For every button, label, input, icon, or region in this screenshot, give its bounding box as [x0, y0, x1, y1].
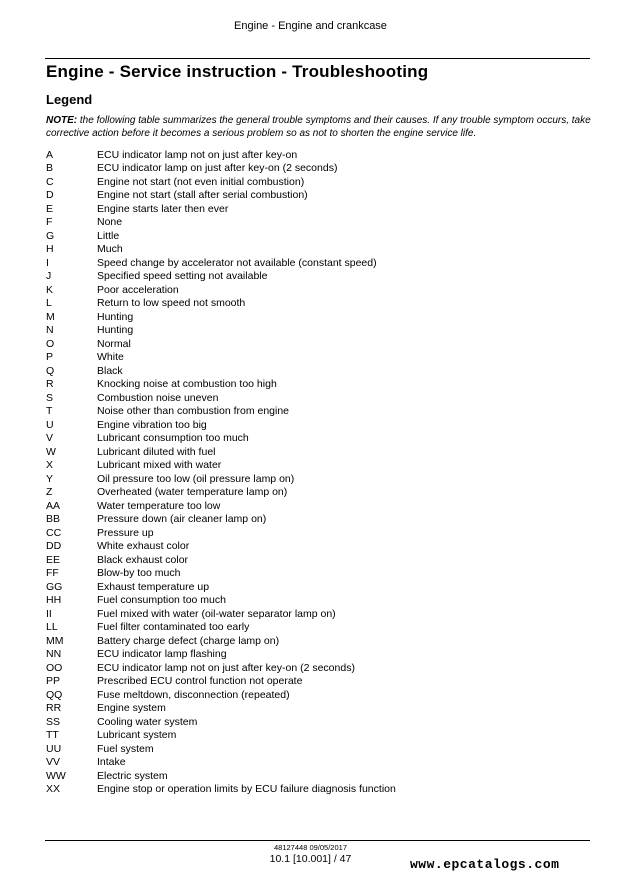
page-reference: 10.1 [10.001] / 47 [269, 853, 352, 865]
legend-description: Little [97, 229, 120, 242]
legend-description: Exhaust temperature up [97, 580, 210, 593]
legend-description: ECU indicator lamp not on just after key-on [97, 148, 298, 161]
legend-row [46, 769, 586, 783]
legend-code: RR [46, 702, 62, 715]
legend-code: R [46, 378, 54, 391]
legend-description: Fuel consumption too much [97, 594, 226, 607]
page-title: Engine - Service instruction - Troubleshooting [46, 62, 429, 81]
legend-code: N [46, 324, 54, 337]
legend-row [46, 202, 586, 216]
legend-code: WW [46, 769, 66, 782]
legend-row [46, 148, 586, 162]
legend-code: AA [46, 499, 61, 512]
legend-row [46, 499, 586, 513]
legend-description: Engine stop or operation limits by ECU failure diagnosis function [97, 783, 396, 796]
legend-row [46, 594, 586, 608]
legend-code: SS [46, 715, 61, 728]
legend-code: L [46, 297, 52, 310]
legend-code: II [46, 607, 52, 620]
footer-divider [45, 840, 590, 841]
legend-code: FF [46, 567, 59, 580]
legend-code: BB [46, 513, 61, 526]
legend-code: D [46, 189, 54, 202]
legend-description: Hunting [97, 310, 134, 323]
legend-description: Pressure down (air cleaner lamp on) [97, 513, 267, 526]
legend-code: HH [46, 594, 62, 607]
legend-row [46, 540, 586, 554]
legend-row [46, 567, 586, 581]
legend-code: A [46, 148, 54, 161]
legend-row [46, 648, 586, 662]
legend-row [46, 486, 586, 500]
legend-code: NN [46, 648, 62, 661]
legend-row [46, 283, 586, 297]
legend-row [46, 405, 586, 419]
legend-code: EE [46, 553, 61, 566]
legend-row [46, 756, 586, 770]
legend-description: Cooling water system [97, 715, 198, 728]
legend-row [46, 580, 586, 594]
legend-row [46, 729, 586, 743]
legend-code: P [46, 351, 54, 364]
note-paragraph [46, 115, 594, 140]
legend-row [46, 661, 586, 675]
legend-description: Overheated (water temperature lamp on) [97, 486, 288, 499]
legend-description: Fuel mixed with water (oil-water separator lamp on) [97, 607, 336, 620]
legend-code: I [46, 256, 49, 269]
legend-code: B [46, 162, 54, 175]
legend-row [46, 256, 586, 270]
legend-code: QQ [46, 688, 63, 701]
document-reference: 48127448 09/05/2017 [274, 843, 347, 852]
legend-code: Q [46, 364, 55, 377]
legend-description: White [97, 351, 124, 364]
legend-description: Blow-by too much [97, 567, 181, 580]
legend-description: Electric system [97, 769, 168, 782]
legend-description: ECU indicator lamp flashing [97, 648, 227, 661]
legend-description: Oil pressure too low (oil pressure lamp on) [97, 472, 295, 485]
legend-row [46, 432, 586, 446]
legend-row [46, 297, 586, 311]
legend-row [46, 702, 586, 716]
legend-description: Black exhaust color [97, 553, 189, 566]
legend-code: U [46, 418, 54, 431]
note-label: NOTE: [46, 115, 78, 126]
legend-row [46, 526, 586, 540]
legend-row [46, 162, 586, 176]
header-divider [45, 58, 590, 59]
legend-row [46, 364, 586, 378]
legend-row [46, 310, 586, 324]
legend-code: F [46, 216, 53, 229]
legend-code: UU [46, 742, 62, 755]
legend-row [46, 243, 586, 257]
legend-description: Specified speed setting not available [97, 270, 268, 283]
legend-code: DD [46, 540, 62, 553]
legend-row [46, 270, 586, 284]
legend-description: Engine vibration too big [97, 418, 207, 431]
legend-description: Fuel system [97, 742, 154, 755]
legend-description: Battery charge defect (charge lamp on) [97, 634, 280, 647]
legend-code: TT [46, 729, 59, 742]
legend-row [46, 418, 586, 432]
legend-row [46, 553, 586, 567]
legend-row [46, 351, 586, 365]
legend-row [46, 189, 586, 203]
legend-description: Lubricant mixed with water [97, 459, 222, 472]
legend-row [46, 459, 586, 473]
legend-row [46, 675, 586, 689]
legend-description: Fuse meltdown, disconnection (repeated) [97, 688, 290, 701]
legend-description: Combustion noise uneven [97, 391, 219, 404]
legend-row [46, 175, 586, 189]
legend-code: Z [46, 486, 53, 499]
legend-code: G [46, 229, 55, 242]
legend-code: M [46, 310, 55, 323]
note-text: the following table summarizes the general trouble symptoms and their causes. If any trouble symptom occurs, take corrective action before it becomes a serious problem so as not to shorten the engine service life. [46, 115, 591, 139]
legend-description: Lubricant consumption too much [97, 432, 249, 445]
legend-description: Poor acceleration [97, 283, 179, 296]
legend-code: MM [46, 634, 64, 647]
legend-code: W [46, 445, 56, 458]
legend-row [46, 688, 586, 702]
legend-row [46, 621, 586, 635]
legend-row [46, 783, 586, 797]
legend-description: White exhaust color [97, 540, 190, 553]
legend-code: V [46, 432, 54, 445]
legend-description: Prescribed ECU control function not operate [97, 675, 303, 688]
legend-description: Engine not start (stall after serial combustion) [97, 189, 308, 202]
legend-description: Pressure up [97, 526, 154, 539]
legend-code: O [46, 337, 55, 350]
legend-row [46, 472, 586, 486]
legend-description: ECU indicator lamp not on just after key-on (2 seconds) [97, 661, 355, 674]
legend-description: Engine system [97, 702, 166, 715]
legend-code: Y [46, 472, 54, 485]
legend-code: T [46, 405, 53, 418]
legend-description: Water temperature too low [97, 499, 221, 512]
legend-row [46, 445, 586, 459]
legend-row [46, 324, 586, 338]
legend-description: Intake [97, 756, 126, 769]
legend-row [46, 607, 586, 621]
legend-description: Speed change by accelerator not available (constant speed) [97, 256, 377, 269]
legend-code: J [46, 270, 52, 283]
legend-list [46, 148, 586, 796]
legend-description: ECU indicator lamp on just after key-on (2 seconds) [97, 162, 338, 175]
legend-description: Normal [97, 337, 131, 350]
legend-row [46, 337, 586, 351]
legend-description: Lubricant diluted with fuel [97, 445, 216, 458]
legend-row [46, 742, 586, 756]
legend-code: OO [46, 661, 63, 674]
legend-description: Hunting [97, 324, 134, 337]
legend-description: Black [97, 364, 123, 377]
legend-description: Engine starts later then ever [97, 202, 229, 215]
legend-heading: Legend [46, 92, 93, 107]
legend-code: LL [46, 621, 58, 634]
legend-code: CC [46, 526, 62, 539]
legend-row [46, 378, 586, 392]
watermark: www.epcatalogs.com [410, 857, 560, 872]
legend-code: PP [46, 675, 61, 688]
legend-code: C [46, 175, 54, 188]
legend-description: Noise other than combustion from engine [97, 405, 290, 418]
legend-code: XX [46, 783, 61, 796]
legend-description: None [97, 216, 123, 229]
legend-code: X [46, 459, 54, 472]
legend-description: Much [97, 243, 123, 256]
legend-row [46, 715, 586, 729]
legend-code: S [46, 391, 54, 404]
legend-description: Engine not start (not even initial combustion) [97, 175, 305, 188]
legend-description: Fuel filter contaminated too early [97, 621, 250, 634]
legend-code: GG [46, 580, 63, 593]
legend-description: Knocking noise at combustion too high [97, 378, 277, 391]
legend-row [46, 391, 586, 405]
legend-row [46, 634, 586, 648]
legend-code: H [46, 243, 54, 256]
legend-code: K [46, 283, 54, 296]
legend-row [46, 513, 586, 527]
legend-code: E [46, 202, 54, 215]
legend-description: Return to low speed not smooth [97, 297, 246, 310]
legend-row [46, 216, 586, 230]
header-title: Engine - Engine and crankcase [234, 20, 387, 32]
legend-description: Lubricant system [97, 729, 177, 742]
legend-row [46, 229, 586, 243]
legend-code: VV [46, 756, 61, 769]
